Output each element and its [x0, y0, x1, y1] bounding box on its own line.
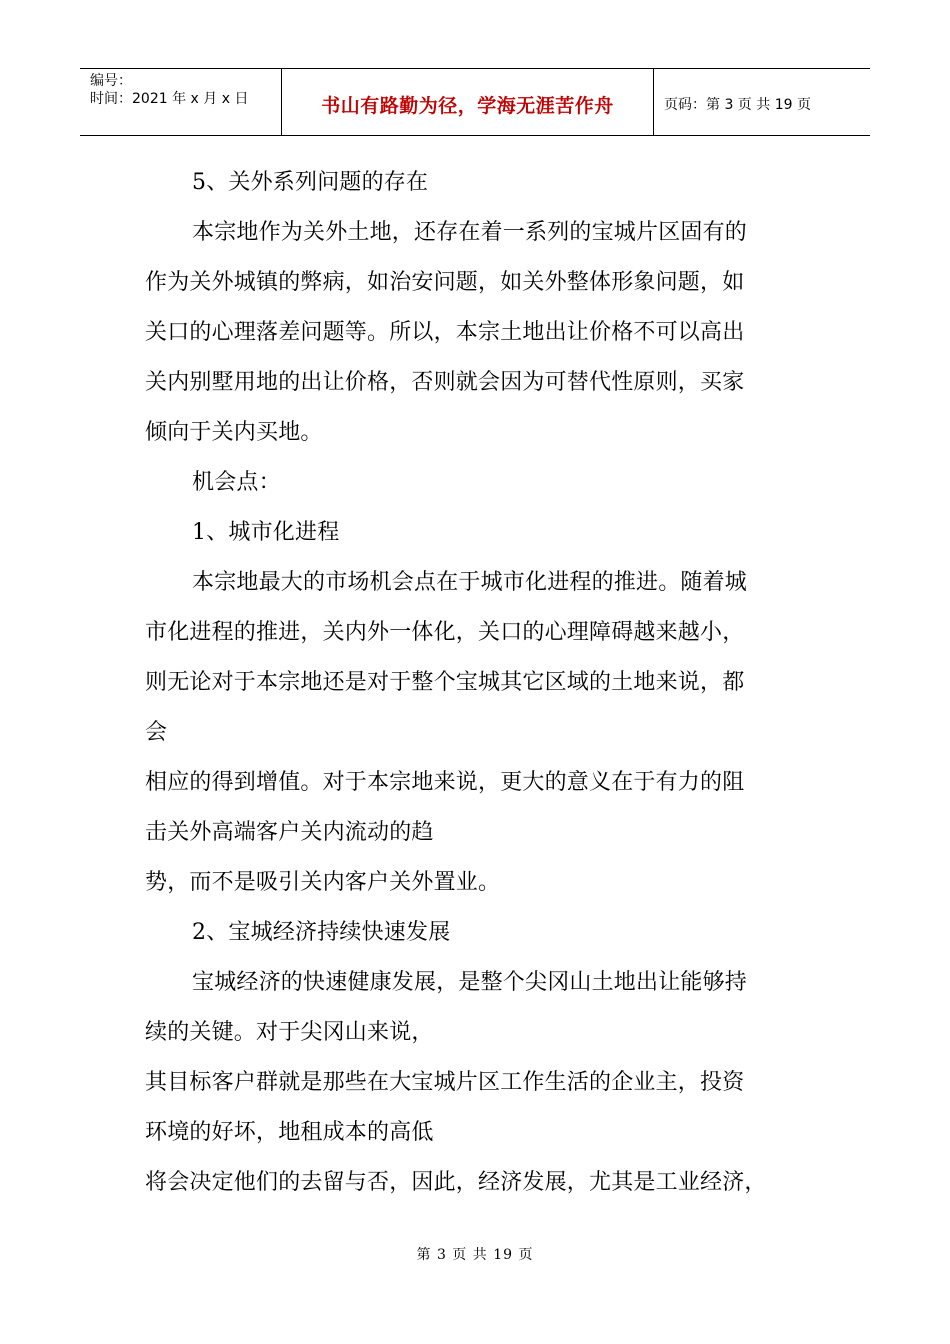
text-line: 1、城市化进程 — [192, 520, 340, 545]
text-line: 关内别墅用地的出让价格，否则就会因为可替代性原则，买家 — [145, 370, 745, 395]
number-label: 编号： — [90, 73, 132, 89]
header-motto-cell — [282, 69, 654, 135]
text-line: 关口的心理落差问题等。所以，本宗土地出让价格不可以高出 — [145, 320, 745, 345]
document-body — [145, 158, 815, 1208]
text-line: 其目标客户群就是那些在大宝城片区工作生活的企业主，投资 — [145, 1070, 745, 1095]
text-line: 击关外高端客户关内流动的趋 — [145, 820, 434, 845]
text-line: 本宗地作为关外土地，还存在着一系列的宝城片区固有的 — [192, 220, 748, 245]
text-line: 市化进程的推进，关内外一体化，关口的心理障碍越来越小， — [145, 620, 745, 645]
page-header — [80, 68, 870, 136]
text-line: 2、宝城经济持续快速发展 — [192, 920, 451, 945]
page-footer — [0, 1244, 950, 1264]
text-line: 宝城经济的快速健康发展，是整个尖冈山土地出让能够持 — [192, 970, 748, 995]
text-line: 倾向于关内买地。 — [145, 420, 323, 445]
time-label: 时间：2021 年 x 月 x 日 — [90, 91, 249, 107]
header-meta — [80, 69, 282, 135]
footer-page-number: 第 3 页 共 19 页 — [416, 1247, 534, 1263]
header-page-info-cell — [654, 69, 870, 135]
text-line: 环境的好坏，地租成本的高低 — [145, 1120, 434, 1145]
text-line: 将会决定他们的去留与否，因此，经济发展，尤其是工业经济， — [145, 1170, 767, 1195]
text-line: 续的关键。对于尖冈山来说， — [145, 1020, 434, 1045]
text-line: 5、关外系列问题的存在 — [192, 170, 429, 195]
text-line: 本宗地最大的市场机会点在于城市化进程的推进。随着城 — [192, 570, 748, 595]
header-motto: 书山有路勤为径，学海无涯苦作舟 — [321, 94, 614, 117]
text-line: 作为关外城镇的弊病，如治安问题，如关外整体形象问题，如 — [145, 270, 745, 295]
text-line: 会 — [145, 720, 168, 745]
text-line: 相应的得到增值。对于本宗地来说，更大的意义在于有力的阻 — [145, 770, 745, 795]
text-line: 则无论对于本宗地还是对于整个宝城其它区域的土地来说，都 — [145, 670, 745, 695]
text-line: 机会点： — [192, 470, 281, 495]
header-page-info: 页码：第 3 页 共 19 页 — [664, 97, 811, 113]
text-line: 势，而不是吸引关内客户关外置业。 — [145, 870, 501, 895]
